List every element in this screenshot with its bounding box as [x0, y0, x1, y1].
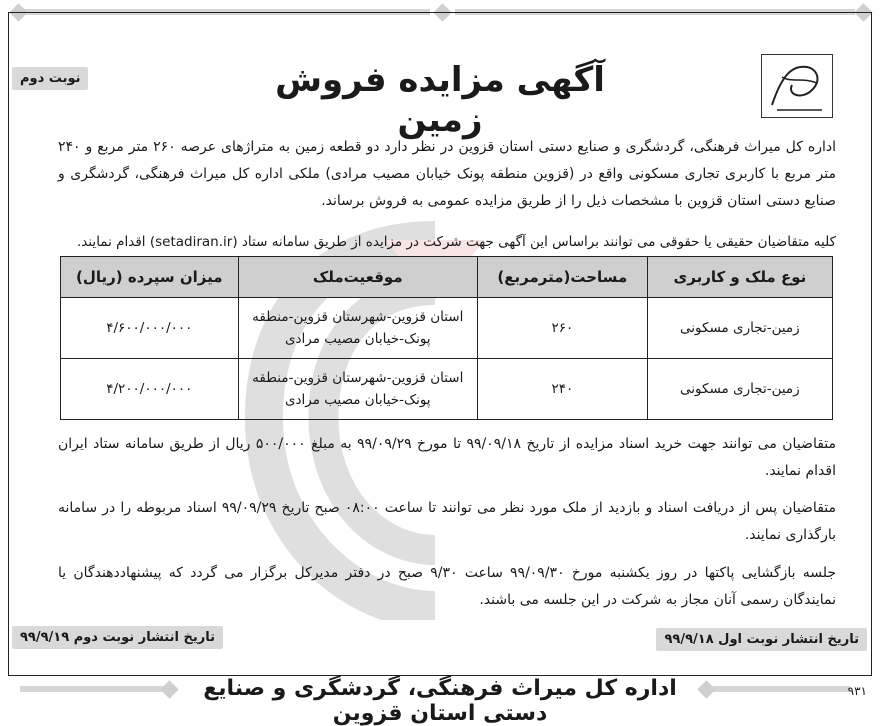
opening-session-paragraph: جلسه بازگشایی پاکتها در روز یکشنبه مورخ ۹۹/۰۹/۳۰ ساعت ۹/۳۰ صبح در دفتر مدیرکل برگزار می گردد که پیشنهاددهندگان یا نمایندگان رسمی آنان مجاز به شرکت در این جلسه می باشند. — [58, 565, 836, 608]
cell-area: ۲۴۰ — [477, 359, 647, 420]
cell-type: زمین-تجاری مسکونی — [647, 359, 832, 420]
table-row — [61, 298, 833, 359]
table-row — [61, 359, 833, 420]
cell-location: استان قزوین-شهرستان قزوین-منطقه پونک-خیابان مصیب مرادی — [238, 359, 477, 420]
cell-location: استان قزوین-شهرستان قزوین-منطقه پونک-خیابان مصیب مرادی — [238, 298, 477, 359]
page-title: آگهی مزایده فروش زمین — [275, 60, 605, 140]
notice-code: ۹۳۱ — [847, 684, 867, 698]
col-header-area: مساحت(مترمربع) — [477, 257, 647, 298]
footer-bar-left — [20, 686, 170, 692]
footer-organization: اداره کل میراث فرهنگی، گردشگری و صنایع دستی استان قزوین — [203, 676, 677, 726]
col-header-type: نوع ملک و کاربری — [647, 257, 832, 298]
second-publish-date: تاریخ انتشار نوبت دوم ۹۹/۹/۱۹ — [12, 626, 223, 649]
property-table — [60, 256, 833, 420]
heritage-logo-icon — [762, 55, 832, 117]
documents-paragraph: متقاضیان می توانند جهت خرید اسناد مزایده از تاریخ ۹۹/۰۹/۱۸ تا مورخ ۹۹/۰۹/۲۹ به مبلغ ۵۰۰/۰۰۰ ریال از طریق سامانه ستاد ایران اقدام نمایند. — [58, 436, 837, 479]
footer-diamond-left — [160, 680, 178, 698]
footer-diamond-right — [697, 680, 715, 698]
cell-deposit: ۴/۶۰۰/۰۰۰/۰۰۰ — [61, 298, 239, 359]
col-header-location: موقعیت‌ملک — [238, 257, 477, 298]
cell-type: زمین-تجاری مسکونی — [647, 298, 832, 359]
table-header-row — [61, 257, 833, 298]
notice-round-badge: نوبت دوم — [12, 67, 88, 90]
footer-bar-right — [700, 686, 850, 692]
first-publish-date: تاریخ انتشار نوبت اول ۹۹/۹/۱۸ — [656, 628, 867, 651]
intro-paragraph: اداره کل میراث فرهنگی، گردشگری و صنایع دستی استان قزوین در نظر دارد دو قطعه زمین به متراژهای عرصه ۲۶۰ متر مربع و ۲۴۰ متر مربع با کاربری تجاری مسکونی واقع در (قزوین منطقه پونک خیابان مصیب مرادی) ملکی اداره کل میراث فرهنگی، گردشگری و صنایع دستی استان قزوین با مشخصات ذیل را از طریق مزایده عمومی به فروش برساند. — [58, 139, 836, 209]
upload-paragraph: متقاضیان پس از دریافت اسناد و بازدید از ملک مورد نظر می توانند تا ساعت ۰۸:۰۰ صبح تاریخ ۹۹/۰۹/۲۹ اسناد مربوطه را در سامانه بارگذاری نمایند. — [58, 500, 837, 543]
organization-logo — [761, 54, 833, 118]
cell-deposit: ۴/۲۰۰/۰۰۰/۰۰۰ — [61, 359, 239, 420]
participation-paragraph: کلیه متقاضیان حقیقی یا حقوقی می توانند براساس این آگهی جهت شرکت در مزایده از طریق سامانه ستاد (setadiran.ir) اقدام نمایند. — [76, 234, 836, 250]
col-header-deposit: میزان سپرده (ریال) — [61, 257, 239, 298]
cell-area: ۲۶۰ — [477, 298, 647, 359]
